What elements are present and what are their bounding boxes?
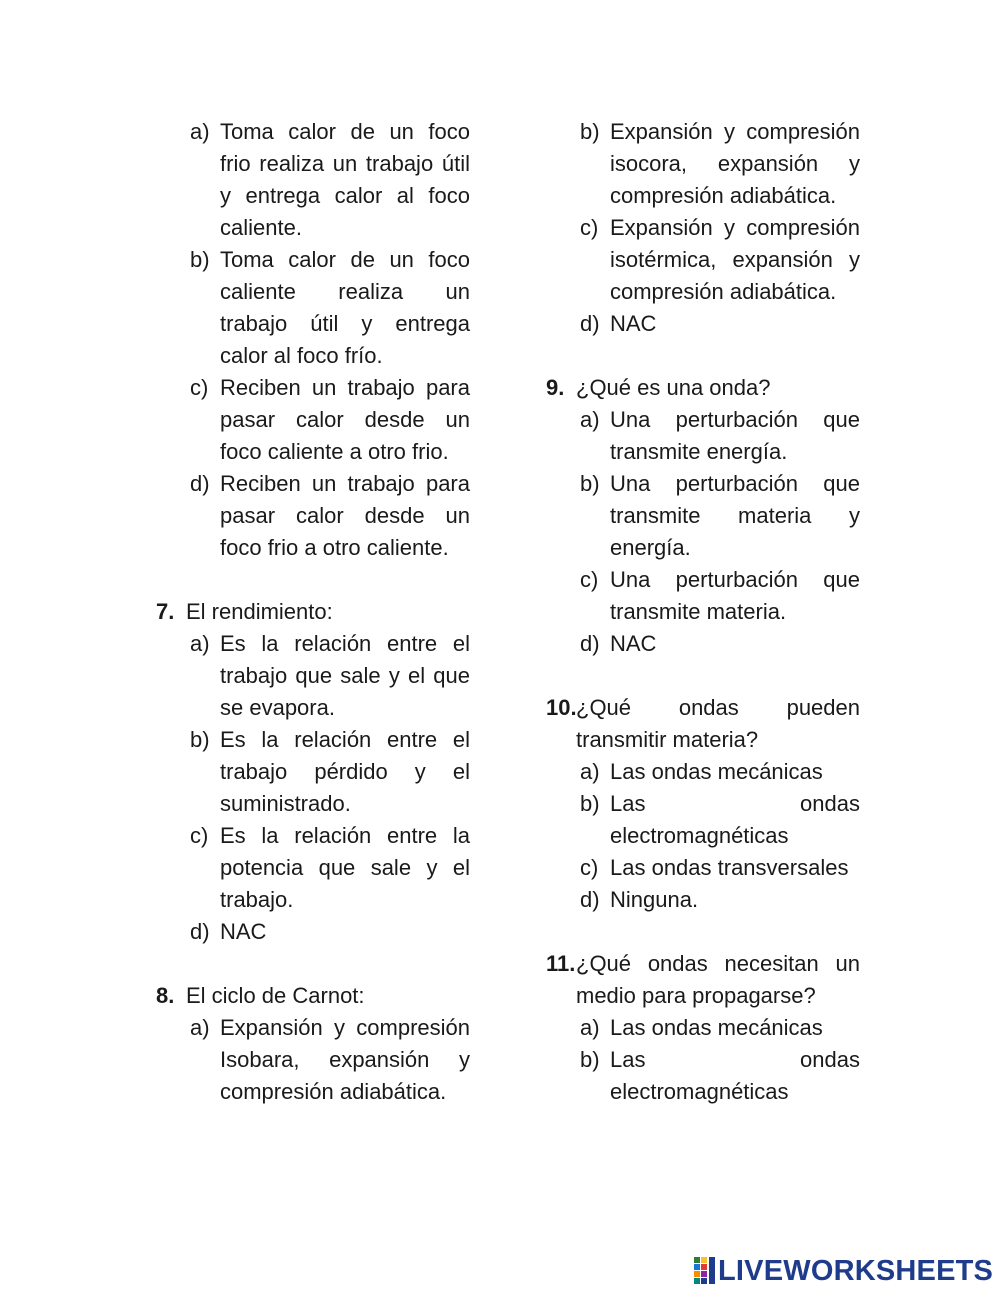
option-letter: b): [190, 247, 210, 272]
q9-options: [546, 404, 860, 660]
option-text: Reciben un trabajo para pasar calor desde un foco frio a otro caliente.: [220, 471, 470, 560]
option-letter: a): [190, 1015, 210, 1040]
question-number: 10.: [546, 695, 577, 720]
option-text: Toma calor de un foco caliente realiza un trabajo útil y entrega calor al foco frío.: [220, 247, 470, 368]
option-text: Toma calor de un foco frio realiza un trabajo útil y entrega calor al foco caliente.: [220, 119, 470, 240]
q7-options: [156, 628, 470, 948]
option-text: Las ondas electromagnéticas: [610, 1047, 860, 1104]
option-letter: a): [190, 631, 210, 656]
option-letter: a): [190, 119, 210, 144]
option-text: NAC: [610, 631, 657, 656]
option-text: Una perturbación que transmite energía.: [610, 407, 860, 464]
option-text: Expansión y compresión isotérmica, expansión y compresión adiabática.: [610, 215, 860, 304]
question-text: ¿Qué es una onda?: [576, 375, 771, 400]
question-text: ¿Qué ondas necesitan un medio para propagarse?: [576, 951, 860, 1008]
option-text: Las ondas mecánicas: [610, 1015, 823, 1040]
q6-option-b[interactable]: [156, 244, 470, 372]
q10-option-d[interactable]: [546, 884, 860, 916]
option-text: Ninguna.: [610, 887, 699, 912]
question-7: [156, 596, 470, 948]
q9-option-c[interactable]: [546, 564, 860, 628]
q10-option-a[interactable]: [546, 756, 860, 788]
q11-option-a[interactable]: [546, 1012, 860, 1044]
question-text: El rendimiento:: [186, 599, 333, 624]
q8-option-a[interactable]: [156, 1012, 470, 1108]
option-text: Es la relación entre el trabajo que sale y el que se evapora.: [220, 631, 470, 720]
option-text: NAC: [220, 919, 267, 944]
question-number: 11.: [546, 951, 576, 976]
q8-option-b[interactable]: [546, 116, 860, 212]
question-10: [546, 692, 860, 916]
q10-option-b[interactable]: [546, 788, 860, 852]
option-letter: c): [190, 823, 209, 848]
option-text: Las ondas transversales: [610, 855, 849, 880]
question-number: 9.: [546, 375, 565, 400]
option-letter: c): [580, 567, 599, 592]
q7-option-d[interactable]: [156, 916, 470, 948]
q7-option-a[interactable]: [156, 628, 470, 724]
option-letter: c): [190, 375, 209, 400]
option-text: Es la relación entre la potencia que sale y el trabajo.: [220, 823, 470, 912]
question-9: [546, 372, 860, 660]
liveworksheets-logo-icon: [694, 1257, 716, 1285]
q11-option-b[interactable]: [546, 1044, 860, 1108]
question-text: ¿Qué ondas pueden transmitir materia?: [576, 695, 860, 752]
option-text: Una perturbación que transmite materia y energía.: [610, 471, 860, 560]
q11-options: [546, 1012, 860, 1108]
option-letter: d): [580, 311, 600, 336]
q6-options: [156, 116, 470, 564]
q9-option-a[interactable]: [546, 404, 860, 468]
q8-options-continued: [546, 116, 860, 340]
option-text: Reciben un trabajo para pasar calor desde un foco caliente a otro frio.: [220, 375, 470, 464]
question-11: [546, 948, 860, 1108]
q7-option-c[interactable]: [156, 820, 470, 916]
q8-option-c[interactable]: [546, 212, 860, 308]
option-letter: b): [580, 791, 600, 816]
q9-option-d[interactable]: [546, 628, 860, 660]
question-number: 7.: [156, 599, 175, 624]
option-letter: b): [580, 471, 600, 496]
option-letter: d): [190, 919, 210, 944]
liveworksheets-logo[interactable]: [694, 1254, 993, 1288]
option-letter: b): [580, 119, 600, 144]
q10-options: [546, 756, 860, 916]
option-letter: a): [580, 407, 600, 432]
option-text: Es la relación entre el trabajo pérdido y el suministrado.: [220, 727, 470, 816]
option-text: NAC: [610, 311, 657, 336]
question-text: El ciclo de Carnot:: [186, 983, 365, 1008]
q6-option-a[interactable]: [156, 116, 470, 244]
q9-option-b[interactable]: [546, 468, 860, 564]
q8-options: [156, 1012, 470, 1108]
option-text: Expansión y compresión Isobara, expansión y compresión adiabática.: [220, 1015, 470, 1104]
q8-option-d[interactable]: [546, 308, 860, 340]
option-letter: d): [580, 631, 600, 656]
option-letter: a): [580, 1015, 600, 1040]
option-letter: c): [580, 855, 599, 880]
option-letter: c): [580, 215, 599, 240]
q6-option-d[interactable]: [156, 468, 470, 564]
option-letter: b): [190, 727, 210, 752]
option-text: Las ondas mecánicas: [610, 759, 823, 784]
option-letter: d): [190, 471, 210, 496]
right-column: [546, 116, 860, 1108]
option-text: Una perturbación que transmite materia.: [610, 567, 860, 624]
option-text: Expansión y compresión isocora, expansión y compresión adiabática.: [610, 119, 860, 208]
liveworksheets-logo-text: LIVEWORKSHEETS: [718, 1255, 994, 1287]
option-letter: b): [580, 1047, 600, 1072]
q10-option-c[interactable]: [546, 852, 860, 884]
q6-option-c[interactable]: [156, 372, 470, 468]
option-letter: a): [580, 759, 600, 784]
option-text: Las ondas electromagnéticas: [610, 791, 860, 848]
option-letter: d): [580, 887, 600, 912]
left-column: [156, 116, 470, 1108]
question-number: 8.: [156, 983, 175, 1008]
question-8: [156, 980, 470, 1108]
q7-option-b[interactable]: [156, 724, 470, 820]
